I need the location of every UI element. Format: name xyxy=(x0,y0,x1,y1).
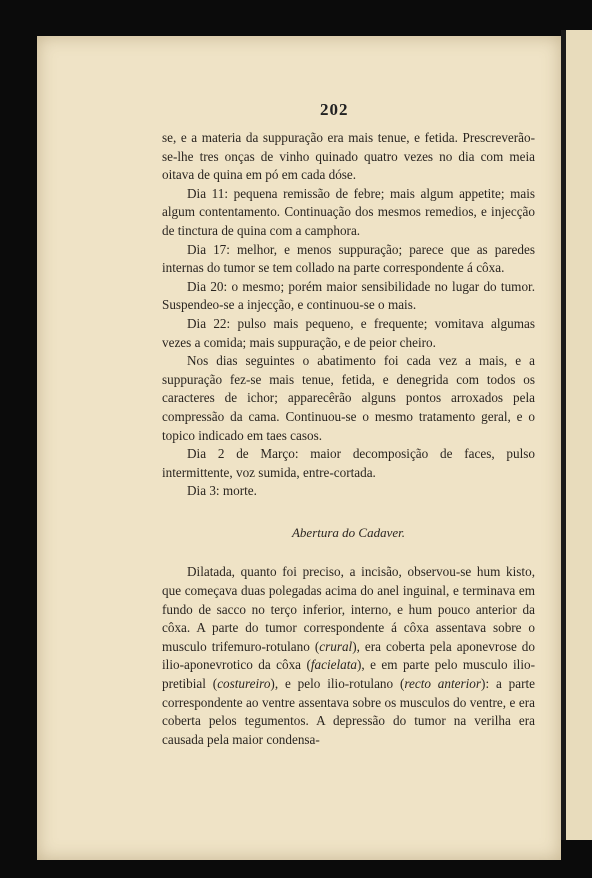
paragraph-7: Dia 2 de Março: maior decomposição de faces, pulso intermittente, voz sumida, entre-cortada. xyxy=(162,446,535,480)
section-heading: Abertura do Cadaver. xyxy=(291,524,406,540)
page-number: 202 xyxy=(320,100,349,119)
autopsy-text-1: Dilatada, quanto foi preciso, a incisão, observou-se hum kisto, que começava duas polegadas acima do anel inguinal, e terminava em fundo de sacco no terço inferior, interno, e hum pouco anterior da côxa. A parte do tumor correspondente á côxa assentava sobre o musculo trifemuro-rotulano ( xyxy=(162,564,535,654)
autopsy-text-3: ), e em parte pelo musculo ilio-pretibial ( xyxy=(162,657,535,692)
paragraph-5: Dia 22: pulso mais pequeno, e frequente; vomitava algumas vezes a comida; mais suppuração, e de peior cheiro. xyxy=(162,315,535,350)
term-crural: crural xyxy=(319,638,353,654)
page-body xyxy=(162,129,535,749)
term-facielata: facielata xyxy=(310,657,358,673)
paragraph-autopsy xyxy=(162,563,535,749)
paragraph-2: Dia 11: pequena remissão de febre; mais algum appetite; mais algum contentamento. Continuação dos mesmos remedios, e injecção de tinctura de quina com a camphora. xyxy=(162,185,535,238)
paragraph-3: Dia 17: melhor, e menos suppuração; parece que as paredes internas do tumor se tem collado na parte correspondente á côxa. xyxy=(162,241,535,276)
paragraph-8: Dia 3: morte. xyxy=(187,483,257,499)
adjacent-page-edge xyxy=(566,30,592,840)
autopsy-text-4: ), e pelo ilio-rotulano ( xyxy=(270,676,405,692)
paragraph-4: Dia 20: o mesmo; porém maior sensibilidade no lugar do tumor. Suspendeo-se a injecção, e continuou-se o mais. xyxy=(162,278,535,313)
autopsy-text-5: ): a parte correspondente ao ventre assentava sobre os musculos do ventre, e era coberta pelos tegumentos. A depressão do tumor na verilha era causada pela maior condensa- xyxy=(162,676,535,747)
term-costureiro: costureiro xyxy=(217,676,271,692)
paragraph-6: Nos dias seguintes o abatimento foi cada vez a mais, e a suppuração fez-se mais tenue, fetida, e denegrida com todos os caracteres de ichor; apparecêrão alguns pontos arroxados pela compressão da cama. Continuou-se o mesmo tratamento geral, e o topico indicado em taes casos. xyxy=(162,353,535,443)
autopsy-text-2: ), era coberta pela aponevrose do ilio-aponevrotico da côxa ( xyxy=(162,638,535,673)
term-recto-anterior: recto anterior xyxy=(404,676,482,692)
paragraph-1: se, e a materia da suppuração era mais tenue, e fetida. Prescreverão-se-lhe tres onças de vinho quinado quatro vezes no dia com meia oitava de quina em pó em cada dóse. xyxy=(162,130,535,183)
